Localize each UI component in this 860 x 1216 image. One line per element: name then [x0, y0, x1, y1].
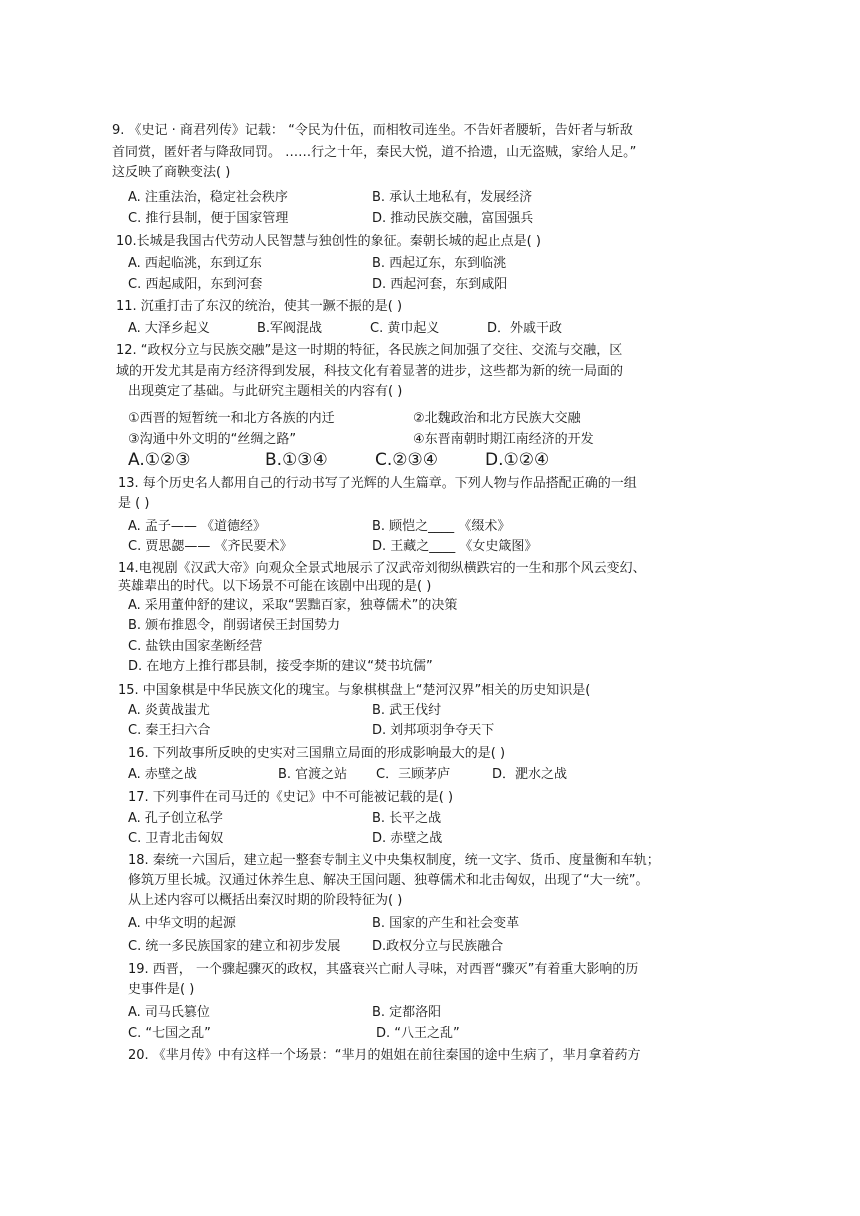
q14-stem-line-1: 14.电视剧《汉武大帝》向观众全景式地展示了汉武帝刘彻纵横跌宕的一生和那个风云变幻、 — [118, 561, 646, 576]
q12-item-4: ④东晋南朝时期江南经济的开发 — [413, 432, 594, 447]
q12-item-3: ③沟通中外文明的“丝绸之路” — [128, 432, 297, 447]
q18-stem-line-2: 修筑万里长城。汉通过休养生息、解决王国问题、独尊儒术和北击匈奴，出现了“大一统”。 — [128, 873, 649, 888]
q19-stem-line-2: 史事件是( ) — [128, 982, 195, 997]
q15-option-a: A. 炎黄战蚩尤 — [128, 703, 210, 718]
q18-option-d: D.政权分立与民族融合 — [372, 939, 504, 954]
q10-option-d: D. 西起河套，东到咸阳 — [372, 277, 508, 292]
q9-stem-line-2: 首同赏，匿奸者与降敌同罚。 ……行之十年，秦民大悦，道不拾遗，山无盗贼，家给人足。” — [112, 145, 637, 160]
q10-stem-line-1: 10.长城是我国古代劳动人民智慧与独创性的象征。秦朝长城的起止点是( ) — [116, 234, 541, 249]
q9-option-b: B. 承认土地私有，发展经济 — [372, 190, 533, 205]
q19-option-b: B. 定都洛阳 — [372, 1005, 442, 1020]
q11-option-d: D．外戚干政 — [487, 321, 563, 336]
q15-stem-line-1: 15. 中国象棋是中华民族文化的瑰宝。与象棋棋盘上“楚河汉界”相关的历史知识是( — [118, 683, 591, 698]
q10-option-b: B. 西起辽东，东到临洮 — [372, 256, 507, 271]
q12-option-d: D.①②④ — [485, 450, 550, 470]
q10-option-a: A. 西起临洮，东到辽东 — [128, 256, 262, 271]
q11-option-b: B.军阀混战 — [257, 321, 323, 336]
q13-option-a: A. 孟子—— 《道德经》 — [128, 519, 267, 534]
q9-option-d: D. 推动民族交融，富国强兵 — [372, 211, 534, 226]
q12-option-b: B.①③④ — [265, 450, 328, 470]
q9-option-a: A. 注重法治，稳定社会秩序 — [128, 190, 288, 205]
q17-stem-line-1: 17. 下列事件在司马迁的《史记》中不可能被记载的是( ) — [128, 790, 454, 805]
q17-option-c: C. 卫青北击匈奴 — [128, 831, 224, 846]
q16-option-d: D．淝水之战 — [492, 767, 568, 782]
q19-option-a: A. 司马氏篡位 — [128, 1005, 210, 1020]
q10-option-c: C. 西起咸阳，东到河套 — [128, 277, 263, 292]
q14-option-b: B. 颁布推恩令，削弱诸侯王封国势力 — [128, 618, 341, 633]
q15-option-d: D. 刘邦项羽争夺天下 — [372, 723, 495, 738]
q14-option-a: A. 采用董仲舒的建议，采取“罢黜百家，独尊儒术”的决策 — [128, 598, 458, 613]
q13-option-c: C. 贾思勰—— 《齐民要术》 — [128, 539, 293, 554]
q12-item-2: ②北魏政治和北方民族大交融 — [413, 411, 581, 426]
q15-option-b: B. 武王伐纣 — [372, 703, 442, 718]
q18-option-b: B. 国家的产生和社会变革 — [372, 916, 520, 931]
q16-option-b: B. 官渡之站 — [278, 767, 348, 782]
q12-stem-line-2: 域的开发尤其是南方经济得到发展，科技文化有着显著的进步，这些都为新的统一局面的 — [116, 364, 624, 379]
q12-item-1: ①西晋的短暂统一和北方各族的内迁 — [128, 411, 335, 426]
q13-option-d: D. 王藏之____ 《女史箴图》 — [372, 539, 538, 554]
q19-stem-line-1: 19. 西晋， 一个骤起骤灭的政权，其盛衰兴亡耐人寻味，对西晋“骤灭”有着重大影响的历 — [128, 962, 639, 977]
q14-stem-line-2: 英雄辈出的时代。以下场景不可能在该剧中出现的是( ) — [118, 579, 432, 594]
q16-stem-line-1: 16. 下列故事所反映的史实对三国鼎立局面的形成影响最大的是( ) — [128, 746, 506, 761]
q17-option-a: A. 孔子创立私学 — [128, 811, 223, 826]
q13-stem-line-1: 13. 每个历史名人都用自己的行动书写了光辉的人生篇章。下列人物与作品搭配正确的一组 — [118, 476, 637, 491]
q13-option-b: B. 顾恺之____ 《缀术》 — [372, 519, 511, 534]
q16-option-a: A. 赤壁之战 — [128, 767, 197, 782]
q9-option-c: C. 推行县制，便于国家管理 — [128, 211, 289, 226]
q18-option-a: A. 中华文明的起源 — [128, 916, 236, 931]
q9-stem-line-1: 9. 《史记 · 商君列传》记载： “令民为什伍，而相牧司连坐。不告奸者腰斩，告奸者与斩敌 — [112, 123, 633, 138]
q11-stem-line-1: 11. 沉重打击了东汉的统治，使其一蹶不振的是( ) — [116, 299, 403, 314]
q12-option-a: A.①②③ — [128, 450, 191, 470]
q12-option-c: C.②③④ — [375, 450, 438, 470]
q15-option-c: C. 秦王扫六合 — [128, 723, 211, 738]
q12-stem-line-3: 出现奠定了基础。与此研究主题相关的内容有( ) — [128, 384, 403, 399]
q9-stem-line-3: 这反映了商鞅变法( ) — [112, 165, 231, 180]
q14-option-c: C. 盐铁由国家垄断经营 — [128, 639, 263, 654]
q14-option-d: D. 在地方上推行郡县制，接受李斯的建议“焚书坑儒” — [128, 659, 433, 674]
q17-option-b: B. 长平之战 — [372, 811, 442, 826]
q18-stem-line-1: 18. 秦统一六国后，建立起一整套专制主义中央集权制度，统一文字、货币、度量衡和车轨； — [128, 853, 660, 868]
q17-option-d: D. 赤壁之战 — [372, 831, 443, 846]
q19-option-d: D. “八王之乱” — [376, 1026, 460, 1041]
q20-stem-line-1: 20. 《芈月传》中有这样一个场景：“芈月的姐姐在前往秦国的途中生病了，芈月拿着药方 — [128, 1048, 641, 1063]
q16-option-c: C．三顾茅庐 — [376, 767, 451, 782]
q13-stem-line-2: 是 ( ) — [118, 496, 150, 511]
q19-option-c: C. “七国之乱” — [128, 1026, 211, 1041]
q11-option-a: A. 大泽乡起义 — [128, 321, 210, 336]
q18-stem-line-3: 从上述内容可以概括出秦汉时期的阶段特征为( ) — [128, 893, 403, 908]
q11-option-c: C. 黄巾起义 — [370, 321, 440, 336]
q18-option-c: C. 统一多民族国家的建立和初步发展 — [128, 939, 341, 954]
q12-stem-line-1: 12. “政权分立与民族交融”是这一时期的特征，各民族之间加强了交往、交流与交融，区 — [116, 343, 623, 358]
